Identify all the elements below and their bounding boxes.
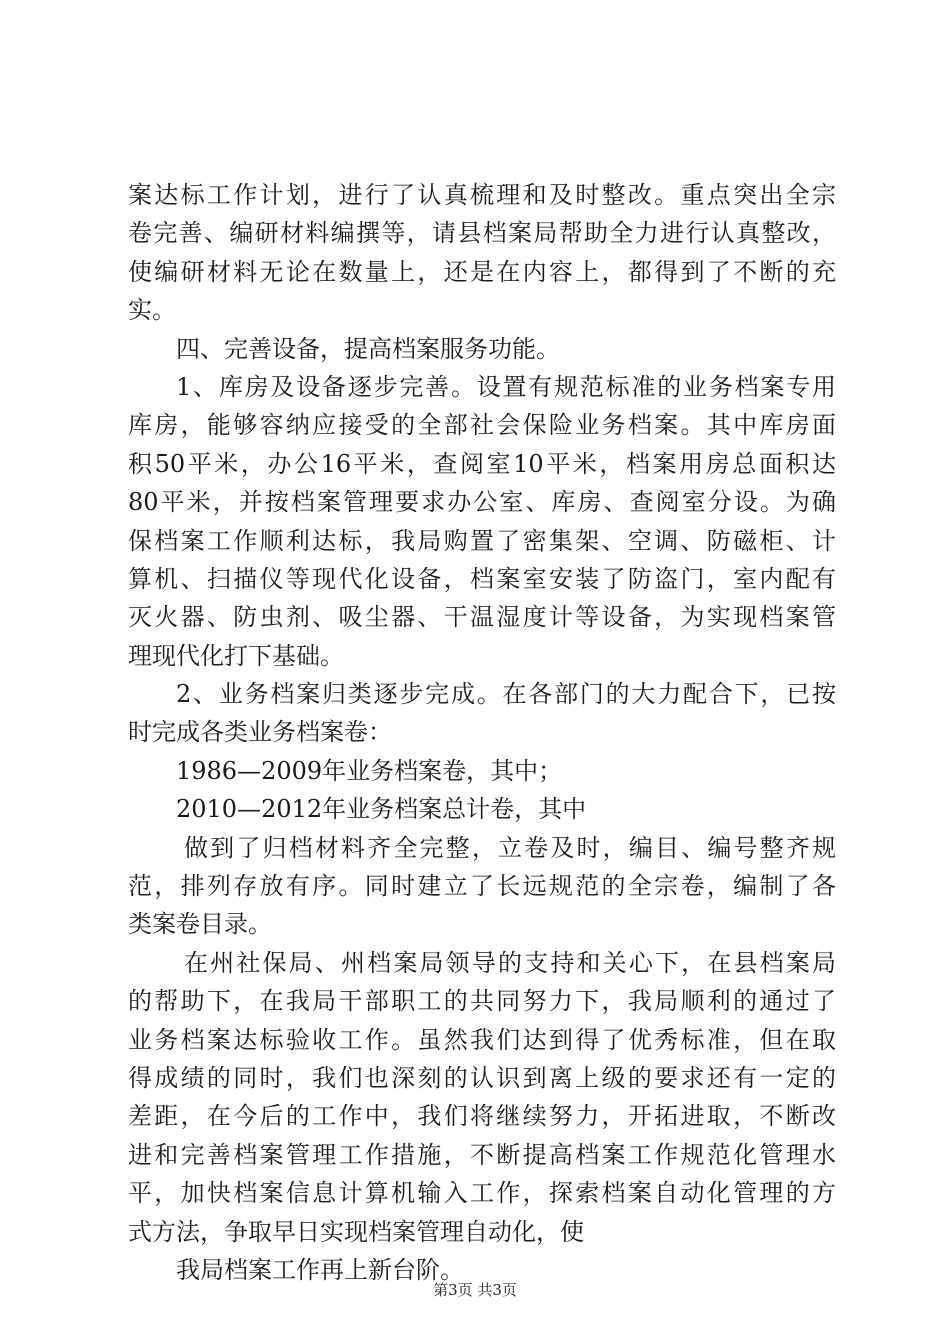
text-line: 保档案工作顺利达标，我局购置了密集架、空调、防磁柜、计: [128, 526, 836, 555]
text-line: 范，排列存放有序。同时建立了长远规范的全宗卷，编制了各: [128, 872, 836, 901]
text-line: 算机、扫描仪等现代化设备，档案室安装了防盗门，室内配有: [128, 564, 836, 593]
text-line: 卷完善、编研材料编撰等，请县档案局帮助全力进行认真整改，: [128, 219, 836, 248]
page-number-label: 第3页 共3页: [433, 1281, 517, 1299]
text-line: 在州社保局、州档案局领导的支持和关心下，在县档案局: [184, 948, 836, 977]
text-line: 2010—2012年业务档案总计卷，其中: [176, 795, 587, 824]
text-line: 业务档案达标验收工作。虽然我们达到得了优秀标准，但在取: [128, 1025, 836, 1054]
text-line: 积50平米，办公16平米，查阅室10平米，档案用房总面积达: [128, 449, 836, 478]
section-heading: 四、完善设备，提高档案服务功能。: [176, 334, 560, 363]
document-body: [128, 176, 836, 1289]
text-line: 案达标工作计划，进行了认真梳理和及时整改。重点突出全宗: [128, 181, 836, 209]
text-line: 使编研材料无论在数量上，还是在内容上，都得到了不断的充: [128, 257, 836, 286]
text-line: 灭火器、防虫剂、吸尘器、干温湿度计等设备，为实现档案管: [128, 603, 836, 632]
text-line: 实。: [128, 296, 176, 325]
page-footer: [0, 1279, 950, 1300]
text-line: 时完成各类业务档案卷：: [128, 718, 392, 747]
text-line: 1986—2009年业务档案卷，其中；: [176, 756, 563, 785]
text-line: 我局档案工作再上新台阶。: [176, 1255, 464, 1284]
text-line: 式方法，争取早日实现档案管理自动化，使: [128, 1217, 584, 1246]
text-line: 80平米，并按档案管理要求办公室、库房、查阅室分设。为确: [128, 488, 836, 517]
text-line: 类案卷目录。: [128, 910, 272, 939]
text-line: 得成绩的同时，我们也深刻的认识到离上级的要求还有一定的: [128, 1063, 836, 1092]
text-line: 库房，能够容纳应接受的全部社会保险业务档案。其中库房面: [128, 411, 836, 440]
text-line: 做到了归档材料齐全完整，立卷及时，编目、编号整齐规: [184, 833, 836, 862]
text-line: 2、业务档案归类逐步完成。在各部门的大力配合下，已按: [176, 680, 836, 709]
text-line: 的帮助下，在我局干部职工的共同努力下，我局顺利的通过了: [128, 987, 836, 1016]
text-line: 差距，在今后的工作中，我们将继续努力，开拓进取，不断改: [128, 1102, 836, 1131]
text-line: 进和完善档案管理工作措施，不断提高档案工作规范化管理水: [128, 1140, 836, 1169]
text-line: 1、库房及设备逐步完善。设置有规范标准的业务档案专用: [176, 372, 836, 401]
text-line: 平，加快档案信息计算机输入工作，探索档案自动化管理的方: [128, 1179, 836, 1208]
text-line: 理现代化打下基础。: [128, 641, 344, 670]
